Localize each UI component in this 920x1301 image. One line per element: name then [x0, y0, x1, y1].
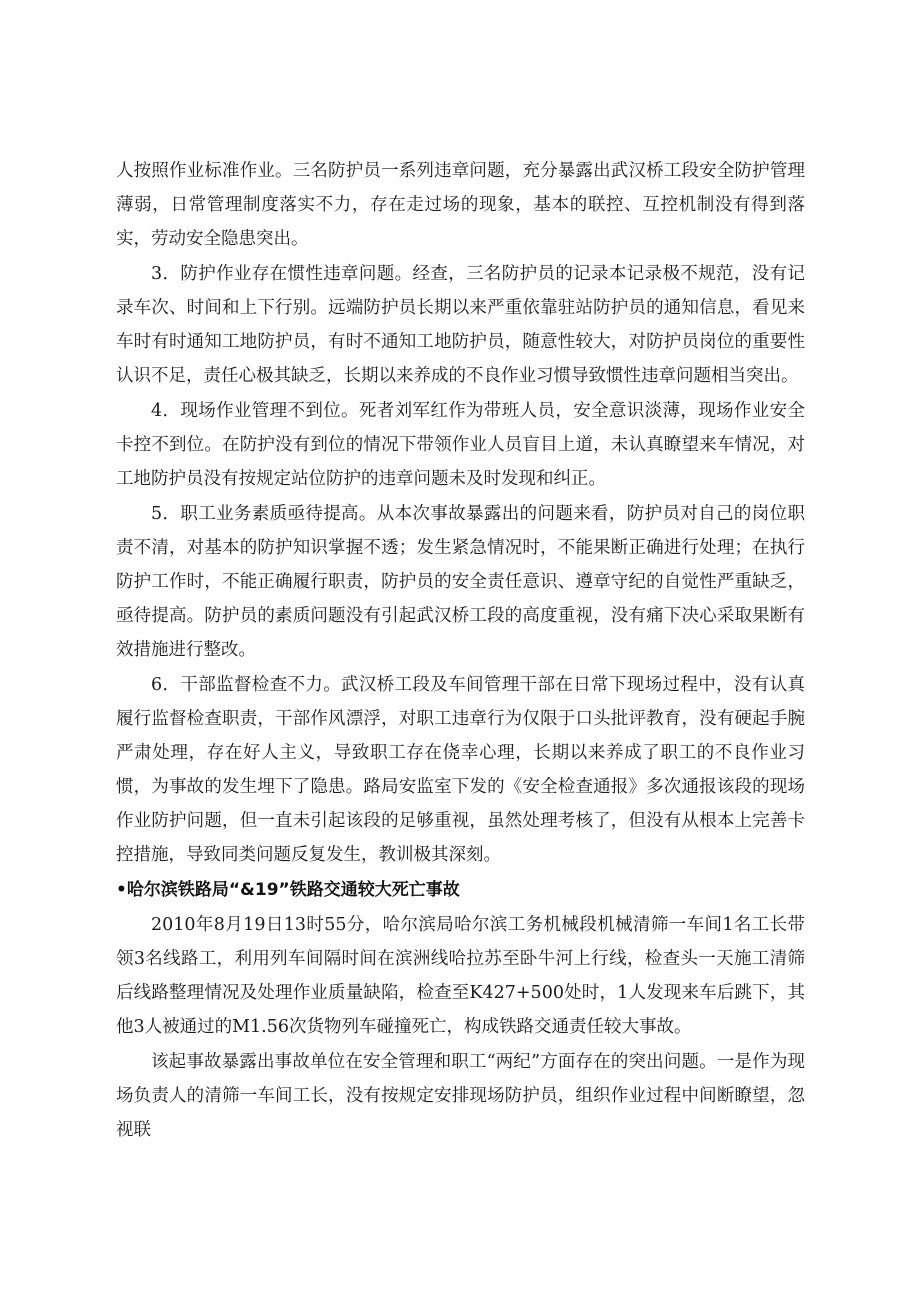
paragraph-continuation: 人按照作业标准作业。三名防护员一系列违章问题，充分暴露出武汉桥工段安全防护管理薄弱，日常管理制度落实不力，存在走过场的现象，基本的联控、互控机制没有得到落实，劳动安全隐患突出。 — [116, 161, 805, 249]
paragraph-analysis: 该起事故暴露出事故单位在安全管理和职工“两纪”方面存在的突出问题。一是作为现场负责人的清筛一车间工长，没有按规定安排现场防护员，组织作业过程中间断瞭望，忽视联 — [116, 1052, 805, 1140]
section-heading: •哈尔滨铁路局“&19”铁路交通较大死亡事故 — [116, 880, 460, 900]
paragraph-item-6: 6．干部监督检查不力。武汉桥工段及车间管理干部在日常下现场过程中，没有认真履行监督检查职责，干部作风漂浮，对职工违章行为仅限于口头批评教育，没有硬起手腕严肃处理，存在好人主义，导致职工存在侥幸心理，长期以来养成了职工的不良作业习惯，为事故的发生埋下了隐患。路局安监室下发的《安全检查通报》多次通报该段的现场作业防护问题，但一直未引起该段的足够重视，虽然处理考核了，但没有从根本上完善卡控措施，导致同类问题反复发生，教训极其深刻。 — [116, 675, 805, 865]
paragraph-accident-summary: 2010年8月19日13时55分，哈尔滨局哈尔滨工务机械段机械清筛一车间1名工长带领3名线路工，利用列车间隔时间在滨洲线哈拉苏至卧牛河上行线，检查头一天施工清筛后线路整理情况及处理作业质量缺陷，检查至K427+500处时，1人发现来车后跳下，其他3人被通过的M1.56次货物列车碰撞死亡，构成铁路交通责任较大事故。 — [116, 915, 805, 1037]
paragraph-item-5: 5．职工业务素质亟待提高。从本次事故暴露出的问题来看，防护员对自己的岗位职责不清，对基本的防护知识掌握不透；发生紧急情况时，不能果断正确进行处理；在执行防护工作时，不能正确履行职责，防护员的安全责任意识、遵章守纪的自觉性严重缺乏，亟待提高。防护员的素质问题没有引起武汉桥工段的高度重视，没有痛下决心采取果断有效措施进行整改。 — [116, 504, 805, 660]
paragraph-item-4: 4．现场作业管理不到位。死者刘军红作为带班人员，安全意识淡薄，现场作业安全卡控不到位。在防护没有到位的情况下带领作业人员盲目上道，未认真瞭望来车情况，对工地防护员没有按规定站位防护的违章问题未及时发现和纠正。 — [116, 401, 805, 489]
paragraph-item-3: 3．防护作业存在惯性违章问题。经查，三名防护员的记录本记录极不规范，没有记录车次、时间和上下行别。远端防护员长期以来严重依靠驻站防护员的通知信息，看见来车时有时通知工地防护员，有时不通知工地防护员，随意性较大，对防护员岗位的重要性认识不足，责任心极其缺乏，长期以来养成的不良作业习惯导致惯性违章问题相当突出。 — [116, 264, 805, 386]
